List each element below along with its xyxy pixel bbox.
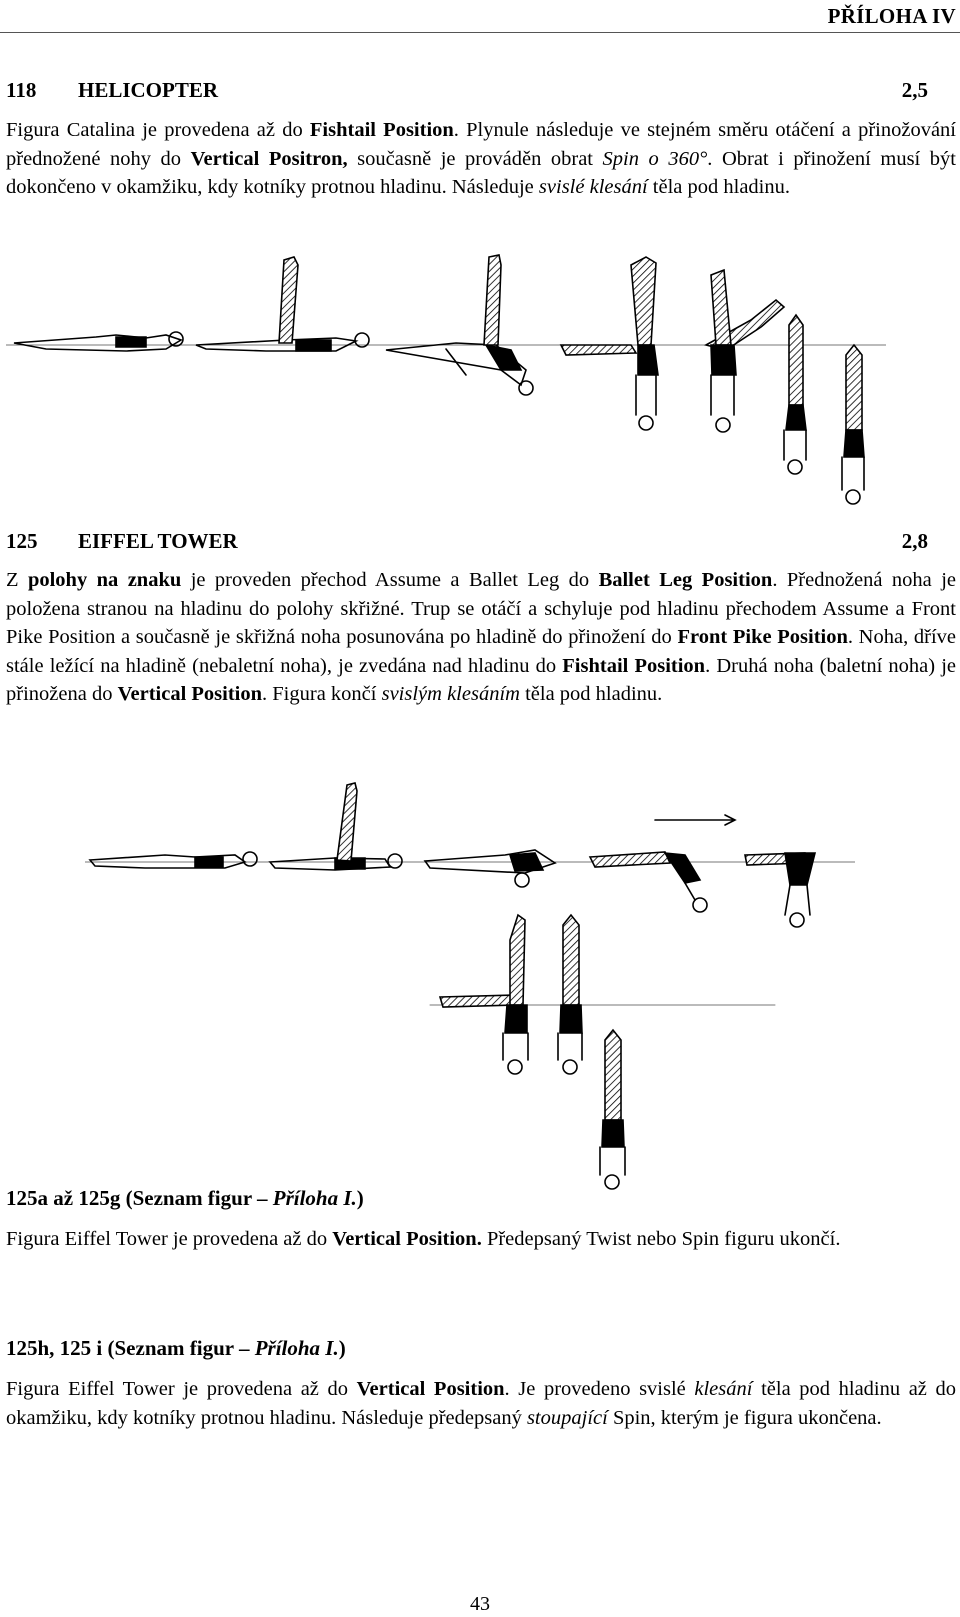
- text-run: . Obrat i přinožení musí být dokončeno v okamžiku, kdy kotníky protnou hladinu. Následuje: [6, 147, 956, 198]
- text-run: těla pod hladinu.: [647, 176, 791, 198]
- text-run: je proveden přechod Assume a Ballet Leg do: [181, 569, 599, 591]
- figure-score: 2,8: [901, 529, 928, 553]
- text-run: současně je prováděn obrat: [347, 147, 603, 170]
- text-run: Figura Eiffel Tower je provedena až do: [6, 1228, 333, 1250]
- figure-score: 2,5: [901, 78, 928, 102]
- figure-125-heading: [6, 529, 928, 554]
- bold-term: polohy na znaku: [27, 569, 182, 591]
- text-run: Spin, kterým je figura ukončena.: [607, 1406, 882, 1429]
- figure-125-description: [6, 566, 956, 709]
- italic-term: klesání: [694, 1378, 753, 1400]
- text-run: . Plynule následuje ve stejném směru otáčení a přinožování přednožené nohy do: [6, 119, 956, 170]
- figure-118-description: [6, 116, 956, 202]
- text-run: 125a až 125g (Seznam figur –: [6, 1186, 273, 1210]
- text-run: Z: [6, 569, 28, 591]
- figure-118-heading: [6, 78, 928, 103]
- bold-term: Vertical Position: [356, 1378, 505, 1400]
- text-run: Předepsaný Twist nebo Spin figuru ukončí.: [481, 1228, 841, 1250]
- text-run: . Noha, dříve stále ležící na hladině (nebaletní noha), je zvedána nad hladinu do: [6, 626, 956, 677]
- bold-term: Fishtail Position: [309, 119, 454, 141]
- bold-term: Front Pike Position: [677, 626, 848, 648]
- helicopter-illustration: [6, 245, 886, 515]
- bold-term: Vertical Position: [117, 683, 263, 705]
- figure-number: 118: [6, 78, 37, 102]
- text-run: . Figura končí: [262, 683, 382, 705]
- bold-term: Fishtail Position: [562, 654, 706, 677]
- text-run: Figura Eiffel Tower je provedena až do: [6, 1378, 357, 1400]
- figure-number: 125: [6, 529, 38, 553]
- bold-term: Vertical Position.: [332, 1228, 482, 1250]
- text-run: ): [338, 1336, 346, 1360]
- text-run: . Přednožená noha je položena stranou na hladinu do polohy skřižné. Trup se otáčí a schyluje pod hladinu přechodem Assume a Front Pike Position a současně je skřižná noha posunována po hladině do přinožení do: [6, 569, 956, 648]
- page-header: [0, 0, 960, 33]
- page-number: 43: [470, 1593, 490, 1615]
- text-run: ): [356, 1186, 364, 1210]
- italic-term: Příloha I.: [254, 1336, 339, 1360]
- text-run: . Je provedeno svislé: [504, 1378, 695, 1400]
- section-125a-125g-heading: [6, 1186, 928, 1211]
- bold-term: Vertical Positron,: [190, 147, 348, 170]
- figure-name: HELICOPTER: [78, 78, 219, 102]
- text-run: 125h, 125 i (Seznam figur –: [6, 1336, 255, 1360]
- eiffel-tower-illustration: [85, 775, 855, 1205]
- bold-term: Ballet Leg Position: [598, 569, 773, 591]
- italic-term: Příloha I.: [272, 1186, 357, 1210]
- section-125h-125i-description: [6, 1375, 956, 1432]
- italic-term: svislým klesáním: [381, 683, 520, 705]
- header-title: PŘÍLOHA IV: [827, 4, 956, 28]
- section-125h-125i-heading: [6, 1336, 928, 1361]
- text-run: těla pod hladinu.: [519, 683, 663, 705]
- figure-name: EIFFEL TOWER: [78, 529, 238, 553]
- text-run: těla pod hladinu až do okamžiku, kdy kotníky protnou hladinu. Následuje předepsaný: [6, 1378, 957, 1429]
- italic-term: svislé klesání: [538, 176, 648, 198]
- section-125a-125g-description: [6, 1225, 956, 1254]
- text-run: . Druhá noha (baletní noha) je přinožena do: [6, 654, 956, 705]
- text-run: Figura Catalina je provedena až do: [6, 119, 310, 141]
- italic-term: stoupající: [526, 1406, 608, 1429]
- italic-term: Spin o 360°: [602, 147, 708, 170]
